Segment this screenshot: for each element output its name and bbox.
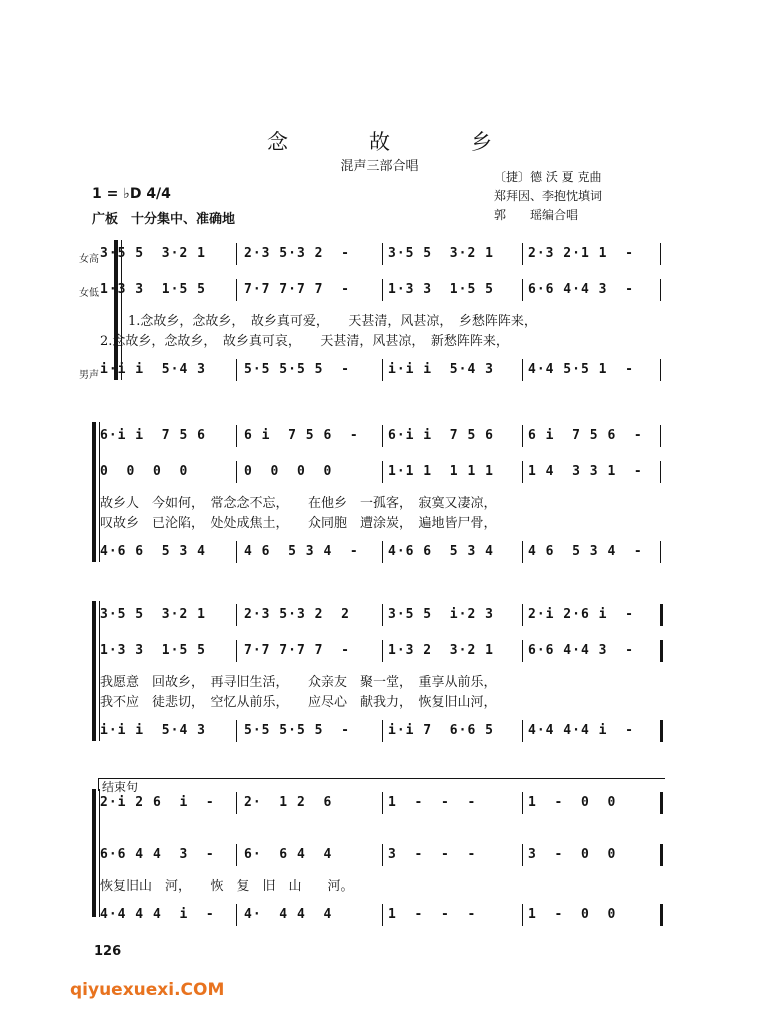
- barline: [382, 425, 383, 447]
- barline: [236, 359, 237, 381]
- barline: [522, 604, 523, 626]
- barline: [660, 844, 663, 866]
- barline: [522, 279, 523, 301]
- measure-alto: 6· 6 4 4: [244, 847, 333, 862]
- measure-soprano: 6 i 7 5 6 -: [528, 428, 643, 443]
- song-subtitle: 混声三部合唱: [340, 159, 419, 174]
- measure-alto: 3 - 0 0: [528, 847, 617, 862]
- barline: [236, 279, 237, 301]
- barline: [522, 243, 523, 265]
- barline: [382, 359, 383, 381]
- measure-soprano: 2·3 5·3 2 2: [244, 607, 350, 622]
- part-label-alto: 女低: [79, 288, 99, 299]
- measure-soprano: 6 i 7 5 6 -: [244, 428, 359, 443]
- measure-alto: 6·6 4 4 3 -: [100, 847, 215, 862]
- lyric-line: 叹故乡 已沦陷， 处处成焦土， 众同胞 遭涂炭， 遍地皆尸骨，: [100, 516, 497, 531]
- barline: [522, 541, 523, 563]
- lyric-line: 恢复旧山 河， 恢 复 旧 山 河。: [100, 879, 354, 894]
- measure-male: 4·4 4·4 i -: [528, 723, 634, 738]
- measure-alto: 7·7 7·7 7 -: [244, 643, 350, 658]
- barline: [522, 461, 523, 483]
- system-line: [121, 240, 122, 380]
- barline: [522, 640, 523, 662]
- measure-male: i·i i 5·4 3: [100, 362, 206, 377]
- system-line: [99, 422, 100, 562]
- measure-male: 1 - 0 0: [528, 907, 617, 922]
- system-brace: [92, 422, 96, 562]
- system-brace: [114, 240, 118, 380]
- measure-male: 4·6 6 5 3 4: [100, 544, 206, 559]
- page-number: 126: [94, 944, 122, 959]
- barline: [522, 844, 523, 866]
- barline: [660, 904, 663, 926]
- measure-soprano: 3·5 5 3·2 1: [388, 246, 494, 261]
- tempo-marking: 广板 十分集中、准确地: [92, 212, 236, 227]
- measure-male: i·i i 5·4 3: [388, 362, 494, 377]
- barline: [660, 541, 661, 563]
- barline: [236, 792, 237, 814]
- measure-soprano: 1 - - -: [388, 795, 477, 810]
- system-brace: [92, 789, 96, 917]
- barline: [660, 640, 663, 662]
- watermark-logo: qiyuexuexi.COM: [70, 980, 225, 1000]
- lyric-line: 1.念故乡，念故乡， 故乡真可爱， 天甚清，风甚凉， 乡愁阵阵来，: [128, 314, 537, 329]
- measure-soprano: 2· 1 2 6: [244, 795, 333, 810]
- barline: [382, 844, 383, 866]
- credit-composer: 〔捷〕德 沃 夏 克曲: [494, 170, 602, 184]
- measure-soprano: 1 - 0 0: [528, 795, 617, 810]
- barline: [382, 243, 383, 265]
- credit-arranger: 郭 瑶编合唱: [494, 208, 579, 222]
- barline: [660, 279, 661, 301]
- measure-male: 4·4 4 4 i -: [100, 907, 215, 922]
- part-label-soprano: 女高: [79, 254, 99, 265]
- barline: [660, 792, 663, 814]
- barline: [522, 904, 523, 926]
- lyric-line: 我愿意 回故乡， 再寻旧生活， 众亲友 聚一堂， 重享从前乐，: [100, 675, 497, 690]
- measure-male: 5·5 5·5 5 -: [244, 723, 350, 738]
- barline: [522, 359, 523, 381]
- key-signature: 1 = ♭D 4/4: [92, 186, 171, 202]
- barline: [382, 541, 383, 563]
- measure-alto: 6·6 4·4 3 -: [528, 643, 634, 658]
- measure-male: 4·6 6 5 3 4: [388, 544, 494, 559]
- ending-label: 结束句: [102, 780, 139, 794]
- barline: [236, 640, 237, 662]
- system-brace: [92, 601, 96, 741]
- lyric-line: 2.念故乡，念故乡， 故乡真可哀， 天甚清，风甚凉， 新愁阵阵来，: [100, 334, 509, 349]
- barline: [382, 640, 383, 662]
- barline: [382, 792, 383, 814]
- barline: [382, 720, 383, 742]
- ending-bracket: [98, 778, 665, 791]
- part-label-male: 男声: [79, 370, 99, 381]
- barline: [382, 461, 383, 483]
- barline: [660, 425, 661, 447]
- system-line: [99, 601, 100, 741]
- measure-alto: 0 0 0 0: [100, 464, 189, 479]
- measure-alto: 6·6 4·4 3 -: [528, 282, 634, 297]
- measure-alto: 1·3 3 1·5 5: [100, 643, 206, 658]
- barline: [236, 461, 237, 483]
- barline: [522, 720, 523, 742]
- measure-soprano: 3·5 5 3·2 1: [100, 246, 206, 261]
- measure-alto: 1·3 3 1·5 5: [388, 282, 494, 297]
- barline: [382, 904, 383, 926]
- measure-alto: 7·7 7·7 7 -: [244, 282, 350, 297]
- barline: [660, 359, 661, 381]
- measure-male: 4·4 5·5 1 -: [528, 362, 634, 377]
- system-line: [99, 789, 100, 917]
- measure-soprano: 6·i i 7 5 6: [100, 428, 206, 443]
- measure-soprano: 3·5 5 3·2 1: [100, 607, 206, 622]
- measure-alto: 0 0 0 0: [244, 464, 333, 479]
- barline: [660, 461, 661, 483]
- song-title: 念 故 乡: [267, 130, 522, 154]
- measure-male: i·i i 5·4 3: [100, 723, 206, 738]
- barline: [236, 243, 237, 265]
- barline: [236, 844, 237, 866]
- barline: [236, 541, 237, 563]
- lyric-line: 我不应 徒悲切， 空忆从前乐， 应尽心 献我力， 恢复旧山河，: [100, 695, 497, 710]
- measure-male: 4· 4 4 4: [244, 907, 333, 922]
- barline: [236, 720, 237, 742]
- measure-male: i·i 7 6·6 5: [388, 723, 494, 738]
- measure-male: 5·5 5·5 5 -: [244, 362, 350, 377]
- barline: [236, 425, 237, 447]
- measure-soprano: 6·i i 7 5 6: [388, 428, 494, 443]
- measure-soprano: 2·i 2 6 i -: [100, 795, 215, 810]
- barline: [236, 904, 237, 926]
- barline: [522, 792, 523, 814]
- measure-alto: 1·1 1 1 1 1: [388, 464, 494, 479]
- measure-alto: 1·3 2 3·2 1: [388, 643, 494, 658]
- measure-soprano: 2·3 5·3 2 -: [244, 246, 350, 261]
- measure-male: 4 6 5 3 4 -: [528, 544, 643, 559]
- measure-soprano: 2·i 2·6 i -: [528, 607, 634, 622]
- measure-alto: 1·3 3 1·5 5: [100, 282, 206, 297]
- barline: [382, 279, 383, 301]
- measure-alto: 1 4 3 3 1 -: [528, 464, 643, 479]
- measure-soprano: 2·3 2·1 1 -: [528, 246, 634, 261]
- barline: [660, 720, 663, 742]
- barline: [382, 604, 383, 626]
- measure-male: 1 - - -: [388, 907, 477, 922]
- lyric-line: 故乡人 今如何， 常念念不忘， 在他乡 一孤客， 寂寞又凄凉，: [100, 496, 497, 511]
- measure-soprano: 3·5 5 i·2 3: [388, 607, 494, 622]
- measure-alto: 3 - - -: [388, 847, 477, 862]
- barline: [236, 604, 237, 626]
- measure-male: 4 6 5 3 4 -: [244, 544, 359, 559]
- barline: [660, 243, 661, 265]
- credit-lyricist: 郑拜因、李抱忱填词: [494, 189, 603, 203]
- barline: [660, 604, 663, 626]
- barline: [522, 425, 523, 447]
